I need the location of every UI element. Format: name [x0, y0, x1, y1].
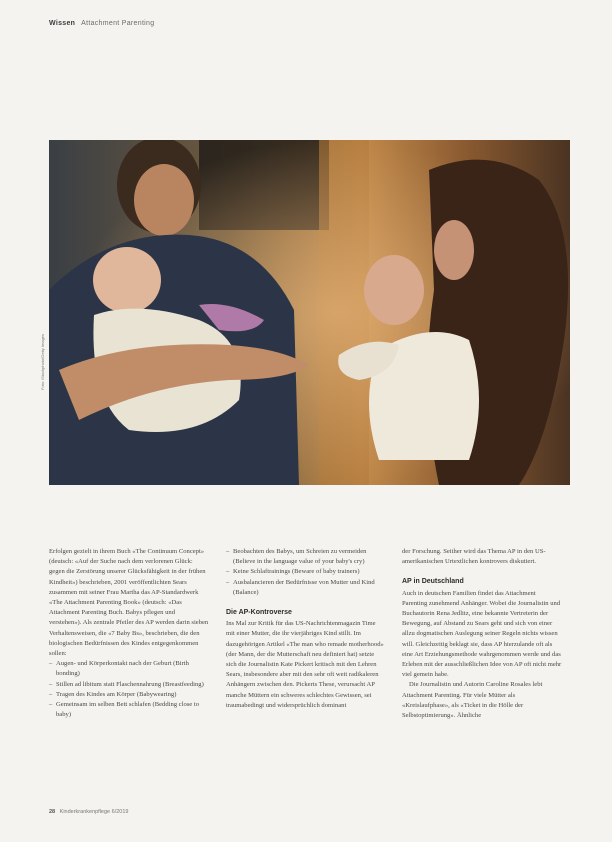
paragraph: der Forschung. Seither wird das Thema AP in den US-amerikanischen Urtextlichen kontrovers diskutiert.: [402, 548, 546, 566]
text-column-1: [49, 547, 209, 720]
header-topic: Attachment Parenting: [81, 20, 155, 27]
running-header: [49, 20, 154, 27]
list-item: – Keine Schlaftrainings (Beware of baby trainers): [226, 567, 386, 577]
list-item: – Augen- und Körperkontakt nach der Geburt (Birth bonding): [49, 659, 209, 679]
list-item: – Gemeinsam im selben Bett schlafen (Bedding close to baby): [49, 700, 209, 720]
section-heading: Die AP-Kontroverse: [226, 609, 292, 617]
list: [226, 547, 386, 598]
list-item: – Stillen ad libitum statt Flaschennahrung (Breastfeeding): [49, 680, 209, 690]
paragraph: Auch in deutschen Familien findet das Attachment Parenting zunehmend Anhänger. Wobei die Journalistin und Buchautorin Rena Jedlitz, eine bekannte Vertreterin der Bewegung, auf Abstand zu Sears geht und sich von einer allzu dogmatischen Auslegung seiner Regeln nichts wissen will. Gleichzeitig beklagt sie, dass AP hierzulande oft als eine Art Erziehungsmethode wahrgenommen werde und das Erleben mit der ausschließlichen Idee von AP oft nicht mehr viel gemein habe.: [402, 589, 562, 679]
magazine-name: Kinderkrankenpflege 6/2019: [59, 809, 129, 815]
photo-credit: Foto: iStockphoto/Getty Images: [40, 333, 45, 390]
page-footer: [49, 809, 128, 815]
family-photo-illustration: [49, 140, 570, 485]
list-item: – Tragen des Kindes am Körper (Babywearing): [49, 690, 209, 700]
text-column-3: [402, 547, 562, 721]
text-column-2: [226, 547, 386, 711]
hero-photo: [49, 140, 570, 485]
paragraph: Erfolgen gezielt in ihrem Buch «The Continuum Concept» (deutsch: «Auf der Suche nach dem verlorenen Glück: gegen die Zerstörung unserer Glücksfähigkeit in der frühen Kindheit») beschrieben, 2001 veröffentlichten Sears zusammen mit seiner Frau Martha das AP-Standardwerk «The Attachment Parenting Book» (deutsch: «Das Attachment Parenting Buch. Babys pflegen und verstehen»). Als zentrale Pfeiler des AP werden darin sieben Verhaltensweisen, die «7 Baby Bs», beschrieben, die den biologischen Bedürfnissen des Kindes entgegenkommen sollen:: [49, 548, 209, 658]
paragraph: Ins Mal zur Kritik für das US-Nachrichtenmagazin Time mit einer Mutter, die ihr vierjähriges Kind stillt. Im dazugehörigen Artikel «The man who remade motherhood» (der Mann, der die Mutterschaft neu definiert hat) setzte sich die Journalistin Kate Pickert kritisch mit den Lehren Sears, insbesondere aber mit den sehr oft weit radikaleren Anhängern zwischen den. Pickerts These, verursacht AP manche Müttern ein schweres schlechtes Gewissen, sei traumabedingt und widersprüchlich dominant: [226, 620, 384, 709]
paragraph: Die Journalistin und Autorin Caroline Rosales lebt Attachment Parenting. Für viele Mütter als «Kreislaufphase», als «Ticket in die Hölle der Selbstoptimierung». Ähnliche: [402, 681, 543, 720]
page-number: 28: [49, 809, 56, 815]
list-item: – Ausbalancieren der Bedürfnisse von Mutter und Kind (Balance): [226, 578, 386, 598]
section-heading: AP in Deutschland: [402, 578, 464, 586]
header-section: Wissen: [49, 20, 76, 27]
list: [49, 659, 209, 720]
list-item: – Beobachten des Babys, um Schreien zu vermeiden (Believe in the language value of your baby's cry): [226, 547, 386, 567]
